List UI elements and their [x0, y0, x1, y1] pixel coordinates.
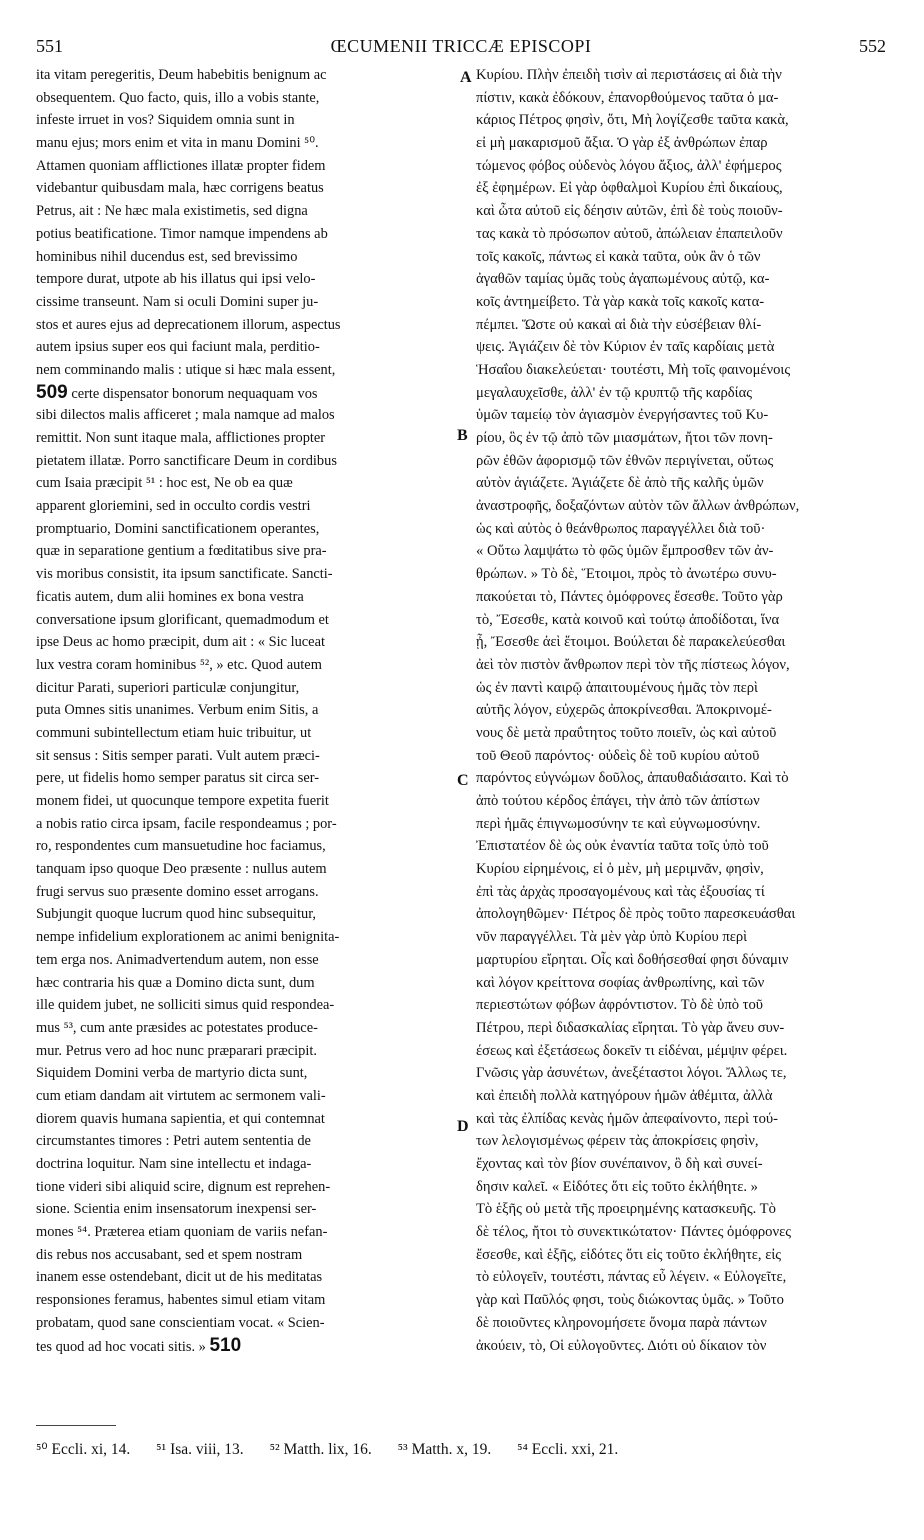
text-line: inanem esse ostendebant, dicit ut de his meditatas: [36, 1269, 323, 1286]
text-line: αὐτὸν ἁγιάζετε. Ἁγιάζετε δὲ ἀπὸ τῆς καλῆς ὑμῶν: [476, 475, 764, 492]
text-line: mur. Petrus vero ad hoc nunc præparari præcipit.: [36, 1042, 317, 1059]
text-line: tanquam ipso quoque Deo præsente : nullus autem: [36, 861, 327, 878]
text-line: ἀκούειν, τὸ, Οἱ εὐλογοῦντες. Διότι οὐ δίκαιον τὸν: [476, 1337, 767, 1354]
inline-page-number: 509: [36, 381, 68, 403]
text-line: Subjungit quoque lucrum quod hinc subsequitur,: [36, 906, 317, 923]
section-marker-d: D: [457, 1118, 469, 1135]
line-text: tes quod ad hoc vocati sitis. »: [36, 1338, 206, 1355]
footnote: ⁵⁰ Eccli. xi, 14.: [36, 1441, 131, 1458]
footnote-rule: [36, 1425, 116, 1426]
text-line: Attamen quoniam afflictiones illatæ propter fidem: [36, 157, 326, 174]
text-line: ἀναστροφῆς, δοξαζόντων αὐτὸν τῶν ἄλλων ἀνθρώπων,: [476, 498, 800, 515]
text-line: ἀπολογηθῶμεν· Πέτρος δὲ πρὸς τοῦτο παρεσκευάσθαι: [476, 906, 796, 923]
text-line: αὐτῆς λόγον, εὐχερῶς ἀποκρίνεσθαι. Ἀποκρινομέ-: [476, 702, 772, 719]
text-line: ὑμῶν ταμείῳ τὸν ἁγιασμὸν ἐνεργήσαντες τοῦ Κυ-: [476, 407, 769, 424]
page-number-right: 552: [859, 36, 886, 56]
text-line: Ἐπιστατέον δὲ ὡς οὐκ ἐναντία ταῦτα τοῖς ὑπὸ τοῦ: [476, 838, 769, 855]
text-line: ro, respondentes cum mansuetudine hoc faciamus,: [36, 838, 326, 855]
text-line: ἀγαθῶν ταμίας ὑμᾶς τοὺς ἀγαπωμένους αὐτῷ, κα-: [476, 271, 770, 288]
text-line: καὶ τὰς ἐλπίδας κενὰς ἡμῶν ἀπεφαίνοντο, περὶ τού-: [476, 1110, 778, 1127]
text-line: Κυρίου. Πλὴν ἐπειδὴ τισὶν αἱ περιστάσεις αἱ διὰ τὴν: [476, 67, 782, 83]
text-line: dis rebus nos accusabant, sed et spem nostram: [36, 1246, 303, 1263]
latin-column: [36, 64, 454, 1357]
text-line: γὰρ καὶ Παῦλός φησι, τοὺς διώκοντας ὑμᾶς. » Τοῦτο: [476, 1292, 784, 1309]
text-line: cum Isaia præcipit ⁵¹ : hoc est, Ne ob ea quæ: [36, 475, 293, 492]
text-line: Τὸ ἑξῆς οὐ μετὰ τῆς προειρημένης κατασκευῆς. Τὸ: [476, 1201, 776, 1218]
text-line: ficatis autem, dum alii homines ex bona vestra: [36, 588, 304, 605]
text-line: περιεστώτων φόβων ἀφρόντιστον. Τὸ δὲ ὑπὸ τοῦ: [476, 997, 764, 1014]
text-line: ita vitam peregeritis, Deum habebitis benignum ac: [36, 67, 327, 83]
text-line: μαρτυρίου εἴρηται. Οἷς καὶ δοθήσεσθαί φησι δύναμιν: [476, 951, 789, 968]
text-line: responsiones feramus, habentes simul etiam vitam: [36, 1292, 326, 1309]
footnote: ⁵⁴ Eccli. xxi, 21.: [517, 1441, 619, 1458]
text-line: obsequentem. Quo facto, quis, illo a vobis stante,: [36, 89, 320, 106]
text-line: Κυρίου εἰρημένοις, εἰ ὁ μὲν, μὴ μεριμνᾶν, φησὶν,: [476, 861, 764, 878]
text-line: doctrina loquitur. Nam sine intellectu et indaga-: [36, 1156, 312, 1172]
text-line: cum etiam dandam ait virtutem ac sermonem vali-: [36, 1087, 326, 1104]
text-line: δὲ τέλος, ἤτοι τὸ συνεκτικώτατον· Πάντες ὁμόφρονες: [476, 1224, 791, 1241]
text-line: probatam, quod sane conscientiam vocat. « Scien-: [36, 1314, 325, 1331]
footnote: ⁵³ Matth. x, 19.: [397, 1441, 492, 1458]
text-line: εἰ μὴ μακαρισμοῦ ἄξια. Ὁ γὰρ ἐξ ἀνθρώπων ἐπαρ: [476, 135, 768, 152]
text-line: ρῶν ἐθῶν ἀφορισμῷ τῶν ἐθνῶν περιγίνεται, οὕτως: [476, 452, 774, 469]
footnote: ⁵¹ Isa. viii, 13.: [156, 1441, 244, 1458]
text-line: ἀεὶ τὸν πιστὸν ἄνθρωπον περὶ τὸν τῆς πίστεως λόγον,: [476, 656, 790, 673]
text-line: tempore durat, utpote ab his illatus qui ipsi velo-: [36, 271, 316, 288]
page-number-left: 551: [36, 36, 63, 56]
text-line: tem erga nos. Animadvertendum autem, non esse: [36, 951, 319, 968]
text-line: infeste irruet in vos? Siquidem omnia sunt in: [36, 112, 295, 129]
text-line: circumstantes timores : Petri autem sententia de: [36, 1133, 311, 1150]
text-line: sione. Scientia enim insensatorum inexpensi ser-: [36, 1201, 317, 1218]
greek-column: [476, 64, 892, 1357]
text-line: stos et aures ejus ad deprecationem illorum, aspectus: [36, 316, 341, 333]
text-line: mus ⁵³, cum ante præsides ac potestates produce-: [36, 1019, 318, 1036]
text-line: ρίου, ὃς ἐν τῷ ἀπὸ τῶν μιασμάτων, ἤτοι τῶν πονη-: [476, 430, 773, 446]
text-line: ipse Deus ac homo præcipit, dum ait : « Sic luceat: [36, 634, 325, 651]
text-line: ὡς καὶ αὐτὸς ὁ θεάνθρωπος παραγγέλλει διὰ τοῦ·: [476, 520, 766, 537]
inline-page-number: 510: [209, 1334, 242, 1356]
text-line: Ἡσαΐου διακελεύεται· τουτέστι, Μὴ τοῖς φαινομένοις: [476, 361, 791, 378]
text-line: ἀπὸ τούτου κέρδος ἐπάγει, τὴν ἀπὸ τῶν ἀπίστων: [476, 793, 760, 809]
text-line: hæc contraria his quæ a Domino dicta sunt, dum: [36, 974, 315, 991]
text-line: communi subintellectum etiam huic tribuitur, ut: [36, 724, 312, 741]
text-line: mones ⁵⁴. Præterea etiam quoniam de variis nefan-: [36, 1224, 328, 1241]
text-line: καὶ λόγον κρείττονα σοφίας ἀνθρωπίνης, καὶ τῶν: [476, 974, 765, 991]
text-line: δησιν καλεῖ. « Εἰδότες ὅτι εἰς τοῦτο ἐκλήθητε. »: [476, 1178, 758, 1195]
text-line: κάριος Πέτρος φησὶν, ὅτι, Μὴ λογίζεσθε ταῦτα κακὰ,: [476, 112, 789, 129]
text-line: κοῖς ἀντημείβετο. Τὰ γὰρ κακὰ τοῖς κακοῖς κατα-: [476, 293, 765, 310]
text-line: τοῦ Θεοῦ παρόντος· οὐδεὶς δὲ τοῦ κυρίου αὐτοῦ: [476, 747, 760, 764]
text-line: monem fidei, ut quocunque tempore expetita fuerit: [36, 793, 329, 809]
text-line: ὡς ἐν παντὶ καιρῷ ἀπαιτουμένους ἡμᾶς τὸν περὶ: [476, 679, 758, 696]
section-marker-b: B: [457, 427, 468, 444]
text-line: apparent gloriemini, sed in occulto cordis vestri: [36, 498, 311, 515]
text-line: τώμενος φόβος οὐδενὸς λόγου ἄξιος, ἀλλ' ἐφήμερος: [476, 157, 782, 174]
text-line: τοῖς κακοῖς, πάντως εἰ κακὰ ταῦτα, οὐκ ἂν ὁ τῶν: [476, 248, 761, 265]
text-line: conversatione ipsum glorificant, quemadmodum et: [36, 611, 329, 628]
text-line: cissime transeunt. Nam si oculi Domini super ju-: [36, 293, 319, 310]
text-line: ἐξ ἐφημέρων. Εἰ γὰρ ὀφθαλμοὶ Κυρίου ἐπὶ δικαίους,: [476, 180, 783, 197]
text-line: autem ipsius super eos qui faciunt mala, perditio-: [36, 339, 320, 356]
text-line: καὶ ὦτα αὐτοῦ εἰς δέησιν αὐτῶν, ἐπὶ δὲ τοὺς ποιοῦν-: [476, 203, 783, 220]
text-line: πακούεται τὸ, Πάντες ὁμόφρονες ἔσεσθε. Τοῦτο γὰρ: [476, 588, 783, 605]
text-line: παρόντος εὐγνώμων δοῦλος, ἀπαυθαδιάσαιτο. Καὶ τὸ: [476, 770, 789, 787]
text-line: Petrus, ait : Ne hæc mala existimetis, sed digna: [36, 203, 308, 220]
text-line: vis moribus consistit, ita ipsum sanctificate. Sancti-: [36, 566, 333, 583]
text-line: δὲ ποιοῦντες κληρονομήσετε ὄνομα παρὰ πάντων: [476, 1314, 767, 1331]
text-line: Siquidem Domini verba de martyrio dicta sunt,: [36, 1065, 308, 1082]
text-line: πέμπει. Ὥστε οὐ κακαὶ αἱ διὰ τὴν εὐσέβειαν θλί-: [476, 316, 762, 333]
text-line: Γνῶσις γὰρ ἀσυνέτων, ἀνεξέταστοι λόγοι. Ἄλλως τε,: [476, 1065, 787, 1082]
text-line: πίστιν, κακὰ ἐδόκουν, ἐπανορθούμενος ταῦτα ὁ μα-: [476, 89, 779, 106]
text-line: sit sensus : Sitis semper parati. Vult autem præci-: [36, 747, 320, 764]
section-marker-a: A: [460, 69, 472, 86]
text-line: ille quidem jubet, ne solliciti simus quid respondea-: [36, 997, 335, 1014]
text-line: quæ in separatione gentium a fœditatibus sive pra-: [36, 543, 327, 560]
text-line: μεγαλαυχεῖσθε, ἀλλ' ἐν τῷ κρυπτῷ τῆς καρδίας: [476, 384, 753, 401]
text-line: θρώπων. » Τὸ δὲ, Ἕτοιμοι, πρὸς τὸ ἀνωτέρω συνυ-: [476, 566, 777, 583]
text-line: pietatem illatæ. Porro sanctificare Deum in cordibus: [36, 452, 337, 469]
text-line: νους δὲ μετὰ πραΰτητος τοῦτο ποιεῖν, ὡς καὶ αὐτοῦ: [476, 724, 777, 741]
text-line: τὸ, Ἔσεσθε, κατὰ κοινοῦ καὶ τούτῳ ἀποδίδοται, ἵνα: [476, 611, 780, 628]
running-title: ŒCUMENII TRICCÆ EPISCOPI: [330, 36, 592, 56]
text-line: περὶ ἡμᾶς ἐπιγνωμοσύνην τε καὶ εὐγνωμοσύνην.: [476, 815, 761, 832]
section-marker-c: C: [457, 772, 469, 789]
text-line: ἐπὶ τὰς ἀρχὰς προσαγομένους καὶ τὰς ἐξουσίας τί: [476, 883, 765, 900]
text-line: potius beatificatione. Timor namque impendens ab: [36, 225, 328, 242]
text-line: καὶ ἐπειδὴ πολλὰ κατηγόρουν ἡμῶν ἀθέμιτα, ἀλλὰ: [476, 1087, 773, 1104]
text-line: frugi servus suo præsente domino esset arrogans.: [36, 883, 319, 900]
text-line: pere, ut fidelis homo semper paratus sit circa ser-: [36, 770, 320, 787]
text-line: puta Omnes sitis unanimes. Verbum enim Sitis, a: [36, 702, 319, 719]
text-line: dicitur Parati, superiori particulæ conjungitur,: [36, 679, 300, 696]
text-line: tione videri sibi aliquid scire, dignum est reprehen-: [36, 1178, 331, 1195]
text-line: [36, 1335, 454, 1358]
text-line: nem comminando malis : utique si hæc mala essent,: [36, 361, 336, 378]
text-line: nempe infidelium explorationem ac animi benignita-: [36, 929, 340, 946]
text-line: Πέτρου, περὶ διδασκαλίας εἴρηται. Τὸ γὰρ ἄνευ συν-: [476, 1019, 785, 1036]
text-line: έσεως καὶ ἐξετάσεως δοκεῖν τι εἰδέναι, μέμψιν φέρει.: [476, 1042, 788, 1059]
line-text: certe dispensator bonorum nequaquam vos: [71, 385, 318, 402]
running-header: [36, 36, 886, 58]
text-line: [36, 382, 454, 405]
text-line: ἔσεσθε, καὶ ἑξῆς, εἰδότες ὅτι εἰς τοῦτο ἐκλήθητε, εἰς: [476, 1246, 782, 1263]
text-line: a nobis ratio circa ipsam, facile respondeamus ; por-: [36, 815, 337, 832]
text-line: hominibus nihil ducendus est, sed brevissimo: [36, 248, 298, 265]
text-line: ᾖ, Ἔσεσθε ἀεὶ ἕτοιμοι. Βούλεται δὲ παρακελεύεσθαι: [476, 634, 786, 651]
text-line: ψεις. Ἁγιάζειν δὲ τὸν Κύριον ἐν ταῖς καρδίαις μετὰ: [476, 339, 775, 356]
text-line: νῦν παραγγέλλει. Τὰ μὲν γὰρ ὑπὸ Κυρίου περὶ: [476, 929, 748, 946]
text-line: τας κακὰ τὸ πρόσωπον αὐτοῦ, ἀπώλειαν ἐπαπειλοῦν: [476, 225, 783, 242]
footnote: ⁵² Matth. lix, 16.: [269, 1441, 372, 1458]
text-line: videbantur quibusdam mala, hæc corrigens beatus: [36, 180, 324, 197]
footnotes: [36, 1440, 886, 1459]
text-line: sibi dilectos malis afficeret ; mala namque ad malos: [36, 407, 335, 424]
text-line: των λελογισμένως φέρειν τὰς ἀποκρίσεις φησὶν,: [476, 1133, 759, 1150]
text-line: promptuario, Domini sanctificationem operantes,: [36, 520, 320, 537]
text-line: remittit. Non sunt itaque mala, afflictiones propter: [36, 430, 326, 446]
text-line: « Οὕτω λαμψάτω τὸ φῶς ὑμῶν ἔμπροσθεν τῶν ἀν-: [476, 543, 774, 560]
text-line: τὸ εὐλογεῖν, τουτέστι, πάντας εὖ λέγειν. « Εὐλογεῖτε,: [476, 1269, 787, 1286]
text-line: lux vestra coram hominibus ⁵², » etc. Quod autem: [36, 656, 322, 673]
text-line: diorem quavis humana sapientia, et qui contemnat: [36, 1110, 325, 1127]
text-line: ἔχοντας καὶ τὸν βίον συνέπαινον, ὃ δὴ καὶ συνεί-: [476, 1156, 763, 1172]
text-line: manu ejus; mors enim et vita in manu Domini ⁵⁰.: [36, 135, 319, 152]
